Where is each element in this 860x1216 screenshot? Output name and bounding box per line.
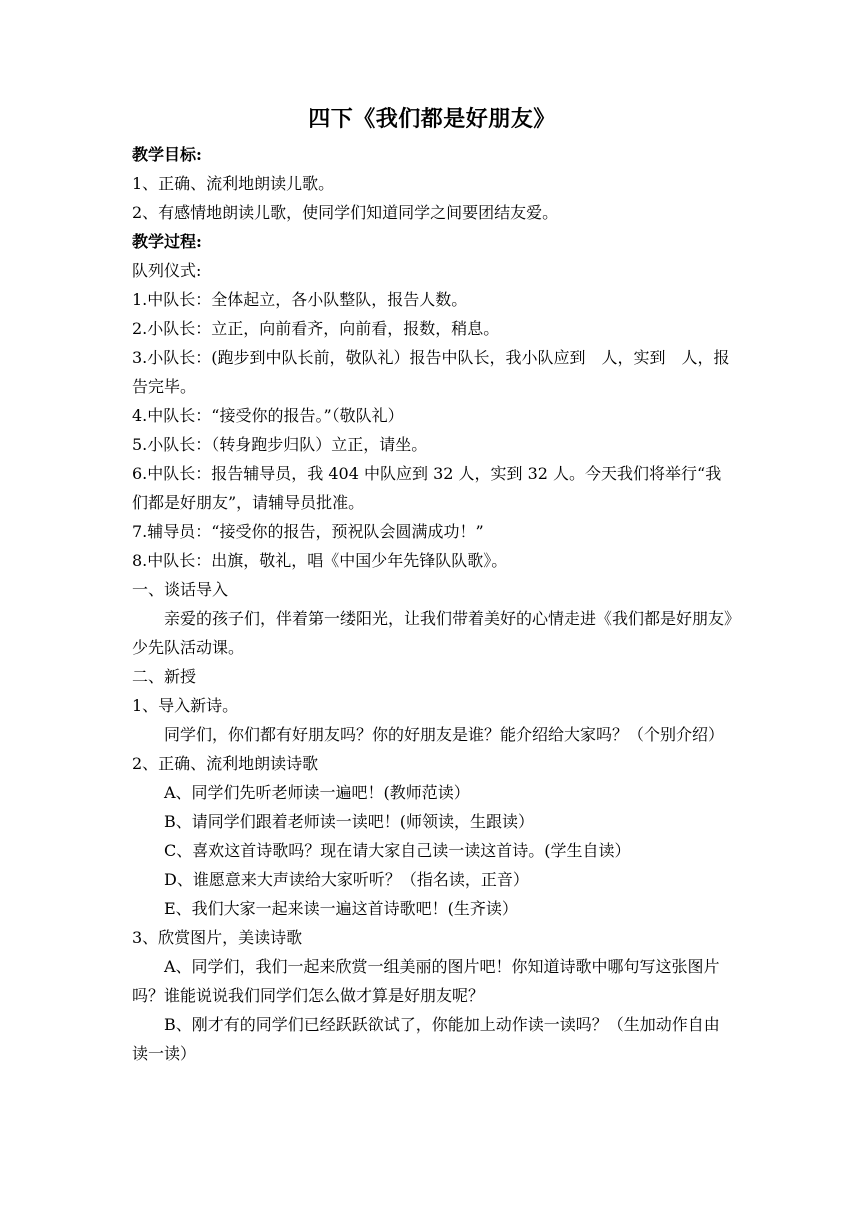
step-list-item: A、同学们先听老师读一遍吧！(教师范读） [164, 783, 470, 802]
process-heading: 教学过程: [132, 232, 202, 251]
step-list-item: E、我们大家一起来读一遍这首诗歌吧！(生齐读） [164, 899, 518, 918]
document-title: 四下《我们都是好朋友》 [308, 106, 556, 132]
step-list-item: B、请同学们跟着老师读一读吧！(师领读，生跟读） [164, 812, 535, 831]
section-heading: 二、新授 [132, 667, 197, 686]
section-paragraph: 亲爱的孩子们，伴着第一缕阳光，让我们带着美好的心情走进《我们都是好朋友》少先队活动课。 [132, 609, 733, 657]
ceremony-step: 7.辅导员：“接受你的报告，预祝队会圆满成功！” [132, 522, 484, 541]
step-heading: 2、正确、流利地朗读诗歌 [132, 754, 319, 773]
step-heading: 3、欣赏图片，美读诗歌 [132, 928, 303, 947]
step-list-item: B、刚才有的同学们已经跃跃欲试了，你能加上动作读一读吗？（生加动作自由读一读） [132, 1015, 720, 1063]
objective-item: 2、有感情地朗读儿歌，使同学们知道同学之间要团结友爱。 [132, 203, 559, 222]
ceremony-step: 3.小队长：(跑步到中队长前，敬队礼）报告中队长，我小队应到 人，实到 人，报告完毕。 [132, 348, 730, 396]
ceremony-step: 5.小队长：（转身跑步归队）立正，请坐。 [132, 435, 428, 454]
ceremony-step: 6.中队长：报告辅导员，我 404 中队应到 32 人，实到 32 人。今天我们将举行“我们都是好朋友”，请辅导员批准。 [132, 464, 722, 512]
ceremony-step: 4.中队长：“接受你的报告。”（敬队礼） [132, 406, 404, 425]
section-heading: 一、谈话导入 [132, 580, 229, 599]
step-heading: 1、导入新诗。 [132, 696, 239, 715]
ceremony-step: 1.中队长：全体起立，各小队整队，报告人数。 [132, 290, 468, 309]
step-list-item: D、谁愿意来大声读给大家听听？（指名读，正音） [164, 870, 529, 889]
objective-item: 1、正确、流利地朗读儿歌。 [132, 174, 335, 193]
step-list-item: C、喜欢这首诗歌吗？现在请大家自己读一读这首诗。(学生自读） [164, 841, 631, 860]
step-paragraph: 同学们，你们都有好朋友吗？你的好朋友是谁？能介绍给大家吗？（个别介绍） [164, 725, 725, 744]
ceremony-step: 8.中队长：出旗，敬礼，唱《中国少年先锋队队歌》。 [132, 551, 508, 570]
ceremony-step: 2.小队长：立正，向前看齐，向前看，报数，稍息。 [132, 319, 500, 338]
document-body [132, 104, 732, 1068]
step-list-item: A、同学们，我们一起来欣赏一组美丽的图片吧！你知道诗歌中哪句写这张图片吗？谁能说说我们同学们怎么做才算是好朋友呢？ [132, 957, 720, 1005]
objectives-heading: 教学目标: [132, 145, 202, 164]
ceremony-heading: 队列仪式: [132, 261, 202, 280]
